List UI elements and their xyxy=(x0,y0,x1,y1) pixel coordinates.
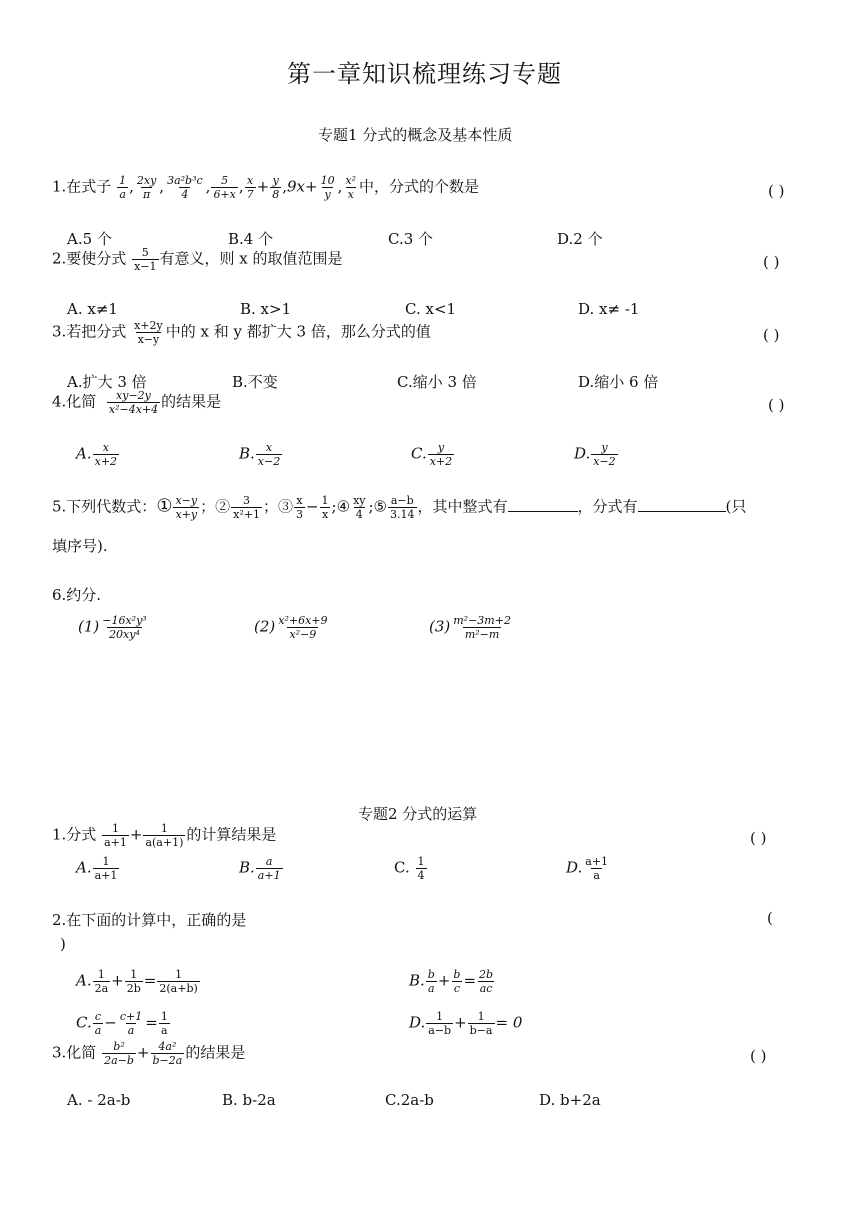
t2-q2-option-d: D. $\frac{1}{a-b}$ + $\frac{1}{b-a}$ = 0 xyxy=(409,1010,523,1037)
t2-q1-option-b: B. $\frac{a}{a+1}$ xyxy=(239,855,281,882)
t1-q4-stem: 4.化简 $\frac{xy-2y}{\text{x²−4x+4}}$ 的结果是 xyxy=(52,389,222,416)
t1-q1-option-b: B.4 个 xyxy=(228,230,274,248)
t1-q2-option-c: C. x<1 xyxy=(405,300,457,318)
t2-q3-option-b: B. b-2a xyxy=(222,1091,276,1109)
t1-q6-part-1: (1) $\frac{\text{−16x²y³}}{\text{20xy⁴}}$ xyxy=(78,614,147,641)
t1-q2-stem: 2.要使分式 $\frac{5}{x-1}$ 有意义，则 x 的取值范围是 xyxy=(52,246,343,273)
t2-q2-option-c: C. $\frac{c}{a}$ − $\frac{c+1}{a}$ = $\frac{1}{a}$ xyxy=(76,1010,168,1037)
page-title: 第一章知识梳理练习专题 xyxy=(287,60,562,88)
t1-q1-option-c: C.3 个 xyxy=(388,230,434,248)
topic-2-heading: 专题2 分式的运算 xyxy=(358,805,478,823)
t1-q4-option-b: B. $\frac{x}{x-2}$ xyxy=(239,441,281,468)
t1-q6-stem: 6.约分. xyxy=(52,586,102,604)
t2-q2-paren-close: ) xyxy=(60,935,66,953)
t1-q3-stem: 3.若把分式 $\frac{x+2y}{x-y}$ 中的 x 和 y 都扩大 3 倍，那么分式的值 xyxy=(52,319,431,346)
t1-q6-part-2: (2) $\frac{\text{x²+6x+9}}{\text{x²−9}}$ xyxy=(254,614,328,641)
t1-q3-option-c: C.缩小 3 倍 xyxy=(397,373,477,391)
t2-q1-stem: 1.分式 $\frac{1}{a+1}$ + $\frac{1}{a(a+1)}$ 的计算结果是 xyxy=(52,822,277,849)
t1-q3-option-d: D.缩小 6 倍 xyxy=(578,373,659,391)
t2-q1-option-c: C. $\frac{1}{4}$ xyxy=(394,855,425,882)
t1-q3-answer-paren: ( ) xyxy=(763,326,780,344)
t2-q2-option-a: A. $\frac{1}{2a}$ + $\frac{1}{2b}$ = $\frac{1}{2(a+b)}$ xyxy=(76,968,198,995)
t1-q4-option-c: C. $\frac{y}{x+2}$ xyxy=(411,441,453,468)
t1-q5-tail: 填序号). xyxy=(52,537,108,555)
t1-q6-part-3: (3) $\frac{\text{m²−3m+2}}{\text{m²−m}}$ xyxy=(429,614,511,641)
t2-q1-option-a: A. $\frac{1}{a+1}$ xyxy=(76,855,118,882)
t1-q4-answer-paren: ( ) xyxy=(768,396,785,414)
topic-1-heading: 专题1 分式的概念及基本性质 xyxy=(318,126,513,144)
t2-q3-option-c: C.2a-b xyxy=(385,1091,434,1109)
t1-q4-option-d: D. $\frac{y}{x-2}$ xyxy=(574,441,616,468)
t1-q3-option-b: B.不变 xyxy=(232,373,278,391)
t1-q2-option-d: D. x≠ -1 xyxy=(578,300,640,318)
t1-q4-option-a: A. $\frac{x}{x+2}$ xyxy=(76,441,118,468)
t1-q3-option-a: A.扩大 3 倍 xyxy=(67,373,147,391)
t2-q3-answer-paren: ( ) xyxy=(750,1047,767,1065)
t2-q3-option-d: D. b+2a xyxy=(539,1091,601,1109)
t1-q5-stem: 5.下列代数式：① $\frac{x-y}{x+y}$ ；② $\frac{3}{\text{x²+1}}$ ；③ $\frac{x}{3}$ − $\frac{1}{x}$ ;④ $\frac{xy}{4}$ ;⑤ $\frac{a-b}{3.14}$ ，其中整式有 ，分式有 (只 xyxy=(52,494,747,521)
t1-q2-option-b: B. x>1 xyxy=(240,300,292,318)
fraction-expr-blank[interactable] xyxy=(638,511,726,512)
t2-q2-option-b: B. $\frac{b}{a}$ + $\frac{b}{c}$ = $\frac{2b}{ac}$ xyxy=(409,968,494,995)
t2-q3-stem: 3.化简 $\frac{\text{b²}}{2a-b}$ + $\frac{\text{4a²}}{b-2a}$ 的结果是 xyxy=(52,1040,246,1067)
t2-q1-answer-paren: ( ) xyxy=(750,829,767,847)
t1-q1-option-a: A.5 个 xyxy=(67,230,112,248)
t1-q2-answer-paren: ( ) xyxy=(763,253,780,271)
t2-q2-paren-open: ( xyxy=(767,909,773,927)
t2-q1-option-d: D. $\frac{a+1}{a}$ xyxy=(566,855,609,882)
t1-q1-option-d: D.2 个 xyxy=(557,230,603,248)
t1-q2-option-a: A. x≠1 xyxy=(67,300,118,318)
t2-q2-stem: 2.在下面的计算中，正确的是 xyxy=(52,911,247,929)
t1-q1-answer-paren: ( ) xyxy=(768,182,785,200)
integral-expr-blank[interactable] xyxy=(508,511,578,512)
t1-q1-stem: 1.在式子 $\frac{1}{a}$ , $\frac{2xy}{\pi}$ , $\frac{\text{3a²b³c}}{4}$ , $\frac{5}{6+x}$ , $\frac{x}{7}$ + $\frac{y}{8}$ ,9x+ $\frac{10}{y}$ , $\frac{\text{x²}}{x}$ 中，分式的个数是 xyxy=(52,174,479,201)
t2-q3-option-a: A. - 2a-b xyxy=(67,1091,131,1109)
